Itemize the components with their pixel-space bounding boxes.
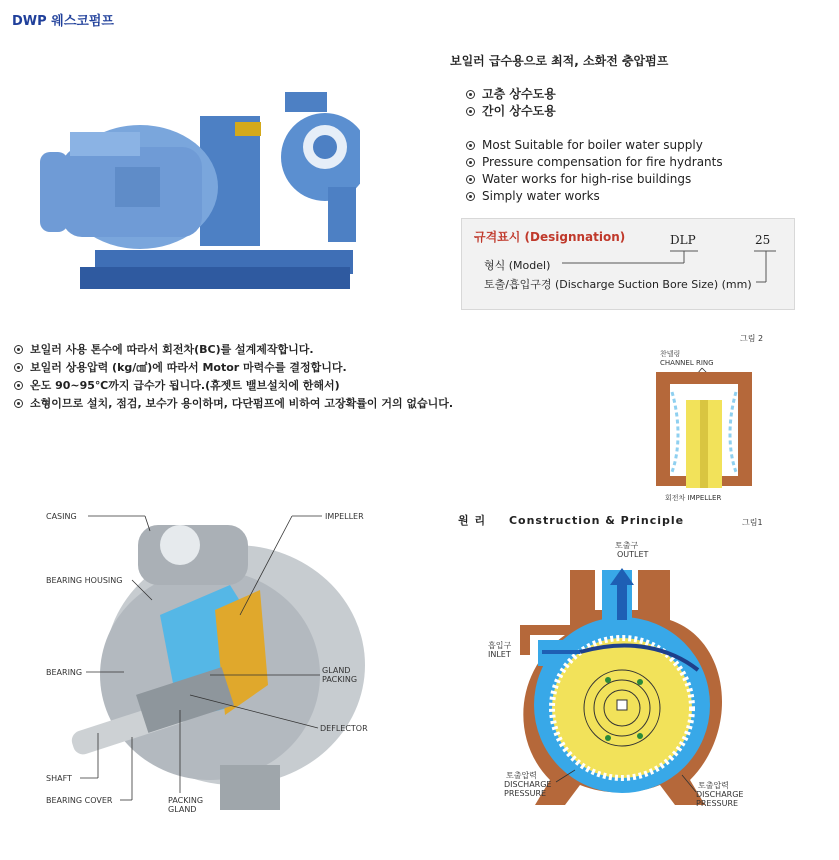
label-shaft: SHAFT bbox=[46, 774, 72, 783]
label-impeller: IMPELLER bbox=[325, 512, 364, 521]
bullet-icon bbox=[466, 192, 475, 201]
discharge-label-right: DISCHARGE bbox=[696, 790, 744, 799]
designation-title: 규격표시 (Designnation) bbox=[474, 230, 626, 244]
bullet-icon bbox=[466, 107, 475, 116]
bullet-icon bbox=[14, 345, 23, 354]
size-code: 25 bbox=[755, 233, 771, 247]
english-uses-list bbox=[466, 137, 723, 205]
inlet-ko-label: 흡입구 bbox=[488, 641, 512, 650]
outlet-label: OUTLET bbox=[617, 550, 649, 559]
bullet-icon bbox=[14, 363, 23, 372]
label-gland: GLAND bbox=[168, 805, 197, 814]
bullet-icon bbox=[466, 90, 475, 99]
pressure-label-left: PRESSURE bbox=[504, 789, 547, 798]
label-deflector: DEFLECTOR bbox=[320, 724, 368, 733]
list-item: 소형이므로 설치, 점검, 보수가 용이하며, 다단펌프에 비하여 고장확률이 거의 없습니다. bbox=[14, 395, 453, 413]
principle-diagram bbox=[470, 530, 790, 830]
discharge-pressure-ko-left: 토출압력 bbox=[506, 771, 537, 780]
impeller-label: 회전차 IMPELLER bbox=[665, 494, 722, 502]
label-packing-line2: PACKING bbox=[322, 675, 358, 684]
inlet-label: INLET bbox=[488, 650, 511, 659]
label-casing: CASING bbox=[46, 512, 77, 521]
discharge-pressure-ko-right: 토출압력 bbox=[698, 781, 729, 790]
bullet-icon bbox=[14, 381, 23, 390]
figure-2-label: 그림 2 bbox=[740, 334, 764, 343]
channel-ring-label: CHANNEL RING bbox=[660, 359, 714, 367]
list-item: Most Suitable for boiler water supply bbox=[466, 137, 723, 154]
label-packing: PACKING bbox=[168, 796, 204, 805]
channel-ring-ko-label: 찬넬링 bbox=[660, 350, 681, 358]
pressure-label-right: PRESSURE bbox=[696, 799, 739, 808]
figure-1-label: 그림1 bbox=[742, 518, 763, 527]
principle-title-en: Construction & Principle bbox=[508, 514, 685, 527]
list-item: 보일러 상용압력 (kg/㎠)에 따라서 Motor 마력수를 결정합니다. bbox=[14, 359, 453, 377]
bullet-icon bbox=[14, 399, 23, 408]
list-item: 고층 상수도용 bbox=[466, 86, 556, 103]
model-code: DLP bbox=[670, 233, 696, 247]
page-title: DWP 웨스코펌프 bbox=[12, 14, 114, 29]
label-bearing-housing: BEARING HOUSING bbox=[46, 576, 123, 585]
korean-uses-list bbox=[466, 86, 556, 120]
model-label: 형식 (Model) bbox=[484, 259, 551, 272]
list-item: Pressure compensation for fire hydrants bbox=[466, 154, 723, 171]
headline: 보일러 급수용으로 최적, 소화전 충압펌프 bbox=[450, 54, 669, 68]
bullet-icon bbox=[466, 141, 475, 150]
feature-notes bbox=[14, 341, 453, 413]
list-item: Water works for high-rise buildings bbox=[466, 171, 723, 188]
label-gland-line1: GLAND bbox=[322, 666, 351, 675]
list-item: 보일러 사용 톤수에 따라서 회전차(BC)를 설계제작합니다. bbox=[14, 341, 453, 359]
label-bearing: BEARING bbox=[46, 668, 83, 677]
bore-size-label: 토출/흡입구경 (Discharge Suction Bore Size) (mm) bbox=[484, 278, 752, 291]
list-item: Simply water works bbox=[466, 188, 723, 205]
list-item: 온도 90~95℃까지 급수가 됩니다.(휴젯트 밸브설치에 한해서) bbox=[14, 377, 453, 395]
pump-photo bbox=[40, 92, 360, 302]
pump-cutaway-diagram bbox=[40, 505, 420, 825]
outlet-ko-label: 토출구 bbox=[615, 541, 639, 550]
principle-title-ko: 원 리 bbox=[458, 514, 487, 527]
designation-box bbox=[461, 218, 795, 310]
principle-title bbox=[458, 512, 684, 528]
label-bearing-cover: BEARING COVER bbox=[46, 796, 113, 805]
bullet-icon bbox=[466, 175, 475, 184]
channel-ring-diagram bbox=[640, 330, 780, 510]
discharge-label-left: DISCHARGE bbox=[504, 780, 552, 789]
list-item: 간이 상수도용 bbox=[466, 103, 556, 120]
bullet-icon bbox=[466, 158, 475, 167]
